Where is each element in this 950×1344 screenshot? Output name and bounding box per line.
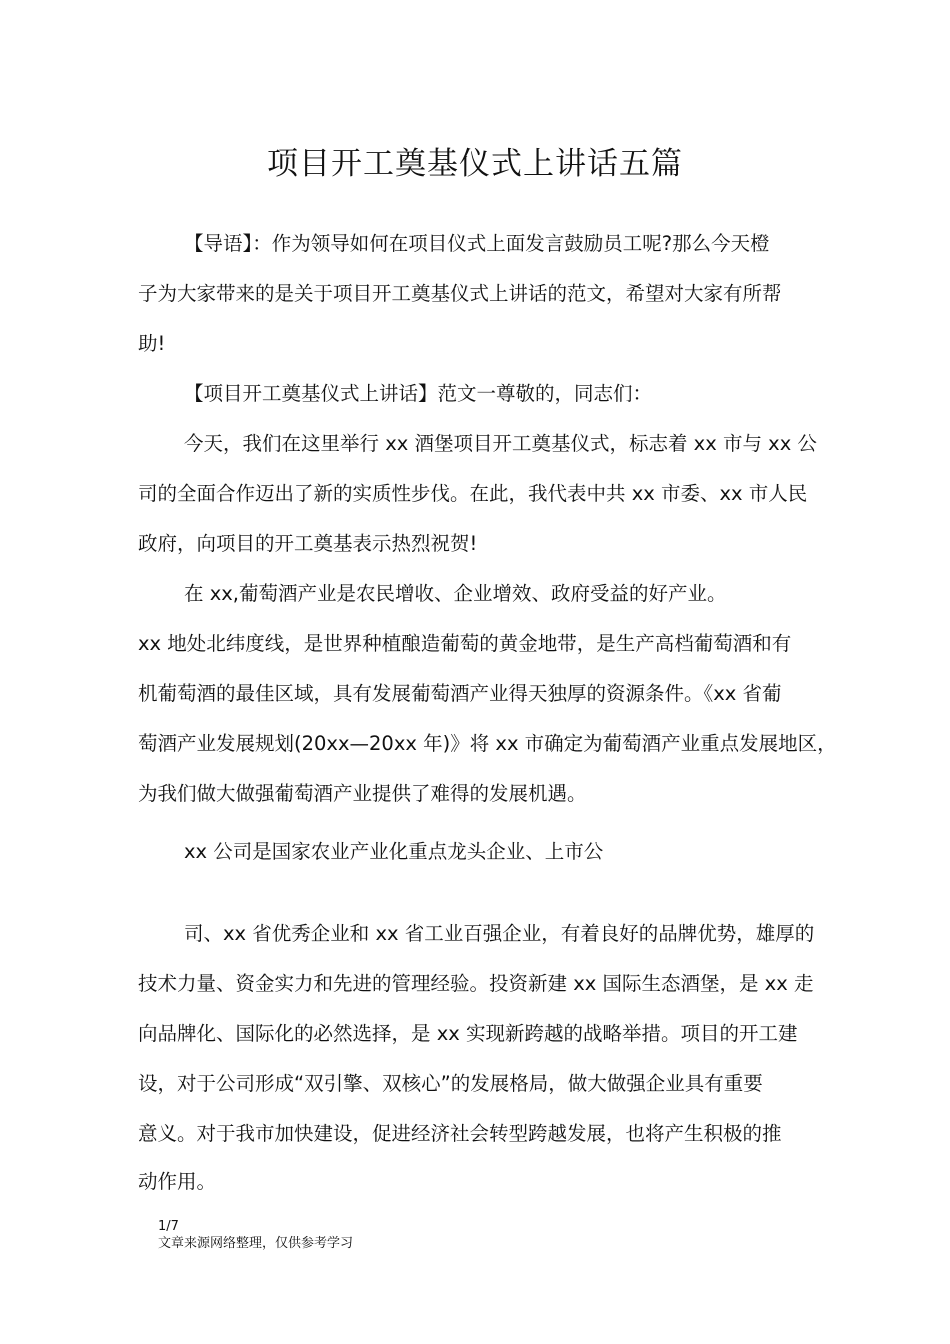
text-line: 设，对于公司形成“双引擎、双核心”的发展格局，做大做强企业具有重要 xyxy=(138,1072,763,1095)
text-line: 为我们做大做强葡萄酒产业提供了难得的发展机遇。 xyxy=(138,782,587,805)
text-line: 政府，向项目的开工奠基表示热烈祝贺! xyxy=(138,532,478,555)
text-line: 动作用。 xyxy=(138,1170,217,1193)
text-line: 【项目开工奠基仪式上讲话】范文一尊敬的，同志们： xyxy=(184,382,653,405)
text-line: 【导语】：作为领导如何在项目仪式上面发言鼓励员工呢?那么今天橙 xyxy=(184,232,770,255)
document-title: 项目开工奠基仪式上讲话五篇 xyxy=(267,146,683,182)
footer-note: 文章来源网络整理，仅供参考学习 xyxy=(158,1236,354,1251)
text-line: 今天，我们在这里举行 xx 酒堡项目开工奠基仪式，标志着 xx 市与 xx 公 xyxy=(184,432,817,455)
text-line: 向品牌化、国际化的必然选择，是 xx 实现新跨越的战略举措。项目的开工建 xyxy=(138,1022,798,1045)
page-number: 1/7 xyxy=(158,1219,179,1234)
text-line: xx 地处北纬度线，是世界种植酿造葡萄的黄金地带，是生产高档葡萄酒和有 xyxy=(138,632,792,655)
text-line: 意义。对于我市加快建设，促进经济社会转型跨越发展，也将产生积极的推 xyxy=(138,1122,782,1145)
text-line: 技术力量、资金实力和先进的管理经验。投资新建 xx 国际生态酒堡，是 xx 走 xyxy=(138,972,814,995)
text-line: 机葡萄酒的最佳区域，具有发展葡萄酒产业得天独厚的资源条件。《xx 省葡 xyxy=(138,682,782,705)
text-line: 司的全面合作迈出了新的实质性步伐。在此，我代表中共 xx 市委、xx 市人民 xyxy=(138,482,808,505)
text-line: 在 xx,葡萄酒产业是农民增收、企业增效、政府受益的好产业。 xyxy=(184,582,727,605)
text-line: 司、xx 省优秀企业和 xx 省工业百强企业，有着良好的品牌优势，雄厚的 xyxy=(184,922,815,945)
text-line: 萄酒产业发展规划(20xx—20xx 年)》将 xx 市确定为葡萄酒产业重点发展地区， xyxy=(138,732,837,755)
text-line: 助! xyxy=(138,332,166,355)
text-line: 子为大家带来的是关于项目开工奠基仪式上讲话的范文，希望对大家有所帮 xyxy=(138,282,782,305)
text-line: xx 公司是国家农业产业化重点龙头企业、上市公 xyxy=(184,840,604,863)
